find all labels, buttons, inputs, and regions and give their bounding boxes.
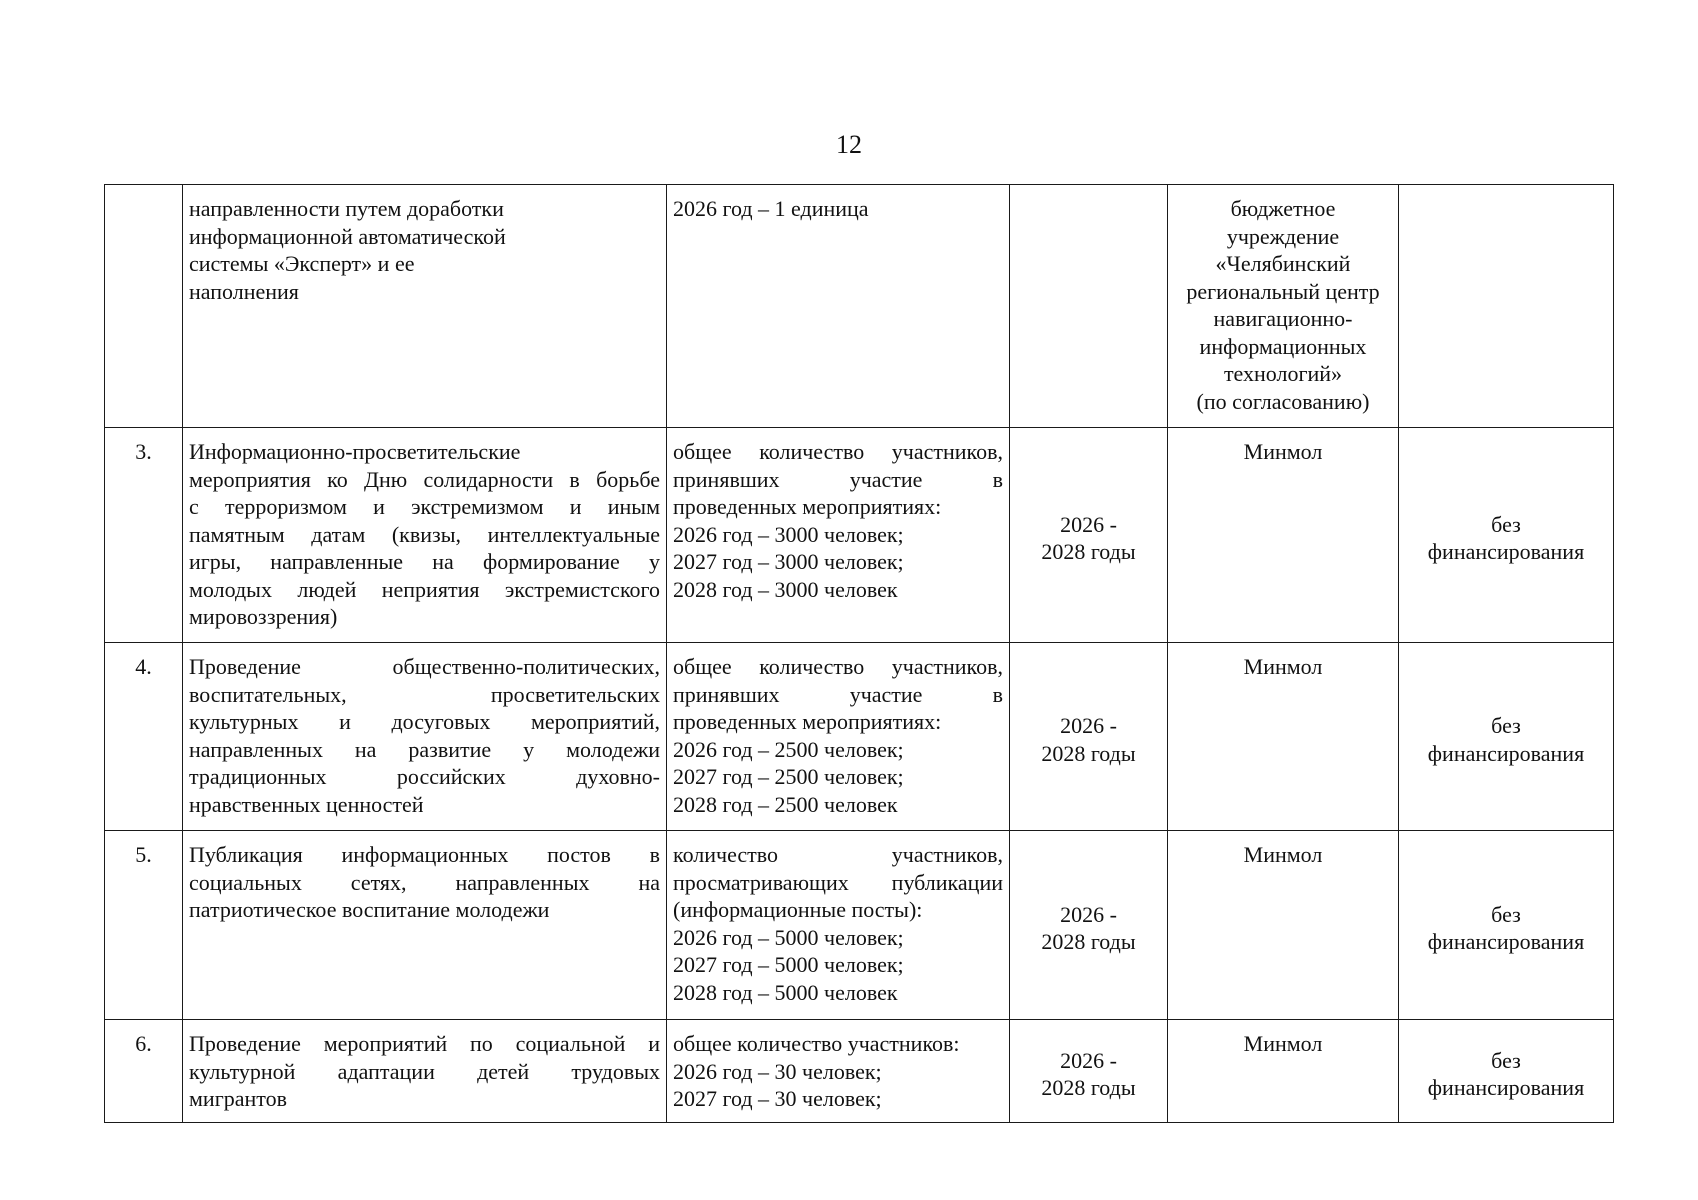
page-number: 12 [836, 130, 862, 159]
activity-name-cell [183, 643, 667, 831]
text-line: социальных сетях, направленных на [189, 869, 660, 895]
text-line: без [1491, 511, 1521, 537]
row-number-cell: 3. [105, 428, 183, 643]
text-line: Проведение мероприятий по социальной и [189, 1031, 660, 1056]
text-line: мировоззрения) [189, 604, 338, 629]
text-line: наполнения [189, 278, 299, 304]
text-line: 2026 год – 5000 человек; [673, 924, 904, 950]
text-line: мигрантов [189, 1086, 287, 1111]
text-line: финансирования [1427, 1075, 1585, 1100]
text-line: 2027 год – 5000 человек; [673, 952, 904, 977]
text-line: 2028 годы [1041, 539, 1136, 564]
text-line: информационной автоматической [189, 223, 506, 249]
text-line: 2028 год – 5000 человек [673, 979, 898, 1005]
text-line: 2026 год – 3000 человек; [673, 521, 904, 547]
text-line: направленных на развитие у молодежи [189, 736, 660, 762]
text-line: 2026 - [1060, 713, 1117, 738]
text-line: 2026 - [1060, 511, 1117, 537]
executor-cell [1168, 643, 1399, 831]
executor-cell [1168, 1020, 1399, 1123]
text-line: 2027 год – 2500 человек; [673, 764, 904, 789]
text-line: культурных и досуговых мероприятий, [189, 709, 660, 734]
text-line: патриотическое воспитание молодежи [189, 897, 550, 922]
text-line: проведенных мероприятиях: [673, 709, 942, 734]
text-line: 2027 год – 3000 человек; [673, 549, 904, 574]
indicator-cell [667, 1020, 1010, 1123]
term-cell [1010, 1020, 1168, 1123]
text-line: 2026 год – 2500 человек; [673, 736, 904, 762]
table-row [105, 1020, 1614, 1123]
text-line: Минмол [1243, 654, 1323, 679]
activity-name-cell [183, 831, 667, 1020]
funding-cell [1399, 831, 1614, 1020]
activities-table [104, 184, 1614, 1123]
text-line: Минмол [1243, 1031, 1323, 1056]
text-line: «Челябинский [1215, 251, 1351, 276]
table-row [105, 185, 1614, 428]
text-line: без [1491, 1047, 1521, 1073]
text-line: 2028 год – 2500 человек [673, 791, 898, 817]
text-line: Публикация информационных постов в [189, 842, 660, 867]
text-line: без [1491, 901, 1521, 927]
text-line: Минмол [1243, 439, 1323, 464]
text-line: 2028 год – 3000 человек [673, 576, 898, 602]
text-line: общее количество участников, [673, 654, 1003, 679]
text-line: мероприятия ко Дню солидарности в борьбе [189, 466, 660, 492]
text-line: финансирования [1427, 929, 1585, 954]
text-line: (по согласованию) [1196, 388, 1370, 414]
text-line: 2027 год – 30 человек; [673, 1086, 882, 1111]
text-line: 2026 год – 30 человек; [673, 1058, 882, 1084]
text-line: 2028 годы [1041, 740, 1136, 766]
funding-cell [1399, 185, 1614, 428]
text-line: 2028 годы [1041, 1075, 1136, 1100]
text-line: финансирования [1427, 539, 1585, 564]
text-line: общее количество участников, [673, 439, 1003, 464]
text-line: навигационно- [1213, 306, 1353, 331]
activity-name-cell [183, 428, 667, 643]
text-line: нравственных ценностей [189, 791, 424, 817]
text-line: воспитательных, просветительских [189, 681, 660, 707]
term-cell [1010, 185, 1168, 428]
text-line: принявших участие в [673, 681, 1003, 707]
table-row [105, 831, 1614, 1020]
funding-cell [1399, 428, 1614, 643]
text-line: Минмол [1243, 842, 1323, 867]
text-line: проведенных мероприятиях: [673, 494, 942, 519]
executor-cell [1168, 185, 1399, 428]
text-line: молодых людей неприятия экстремистского [189, 576, 660, 602]
text-line: общее количество участников: [673, 1031, 960, 1056]
activity-name-cell [183, 185, 667, 428]
row-number-cell: 6. [105, 1020, 183, 1123]
indicator-cell [667, 643, 1010, 831]
text-line: региональный центр [1186, 278, 1380, 304]
row-number-cell [105, 185, 183, 428]
term-cell [1010, 831, 1168, 1020]
text-line: принявших участие в [673, 466, 1003, 492]
text-line: 2026 - [1060, 1047, 1117, 1073]
text-line: памятным датам (квизы, интеллектуальные [189, 521, 660, 547]
activity-name-cell [183, 1020, 667, 1123]
term-cell [1010, 428, 1168, 643]
text-line: просматривающих публикации [673, 869, 1003, 895]
text-line: финансирования [1427, 740, 1585, 766]
row-number-cell: 5. [105, 831, 183, 1020]
text-line: культурной адаптации детей трудовых [189, 1058, 660, 1084]
text-line: игры, направленные на формирование у [189, 549, 660, 574]
row-number-cell: 4. [105, 643, 183, 831]
executor-cell [1168, 831, 1399, 1020]
funding-cell [1399, 643, 1614, 831]
text-line: 2026 - [1060, 901, 1117, 927]
text-line: информационных [1199, 333, 1367, 359]
term-cell [1010, 643, 1168, 831]
text-line: с терроризмом и экстремизмом и иным [189, 494, 660, 519]
indicator-cell [667, 185, 1010, 428]
indicator-cell [667, 831, 1010, 1020]
text-line: бюджетное [1230, 196, 1336, 221]
text-line: количество участников, [673, 842, 1003, 867]
text-line: направленности путем доработки [189, 196, 504, 221]
funding-cell [1399, 1020, 1614, 1123]
text-line: системы «Эксперт» и ее [189, 251, 415, 276]
text-line: технологий» [1223, 361, 1343, 386]
text-line: 2028 годы [1041, 929, 1136, 954]
text-line: традиционных российских духовно- [189, 764, 660, 789]
text-line: (информационные посты): [673, 897, 923, 922]
text-line: Информационно-просветительские [189, 439, 521, 464]
executor-cell [1168, 428, 1399, 643]
table-row [105, 643, 1614, 831]
table-row [105, 428, 1614, 643]
text-line: без [1491, 713, 1521, 738]
text-line: 2026 год – 1 единица [673, 196, 869, 221]
indicator-cell [667, 428, 1010, 643]
text-line: учреждение [1226, 223, 1340, 249]
text-line: Проведение общественно-политических, [189, 654, 660, 679]
